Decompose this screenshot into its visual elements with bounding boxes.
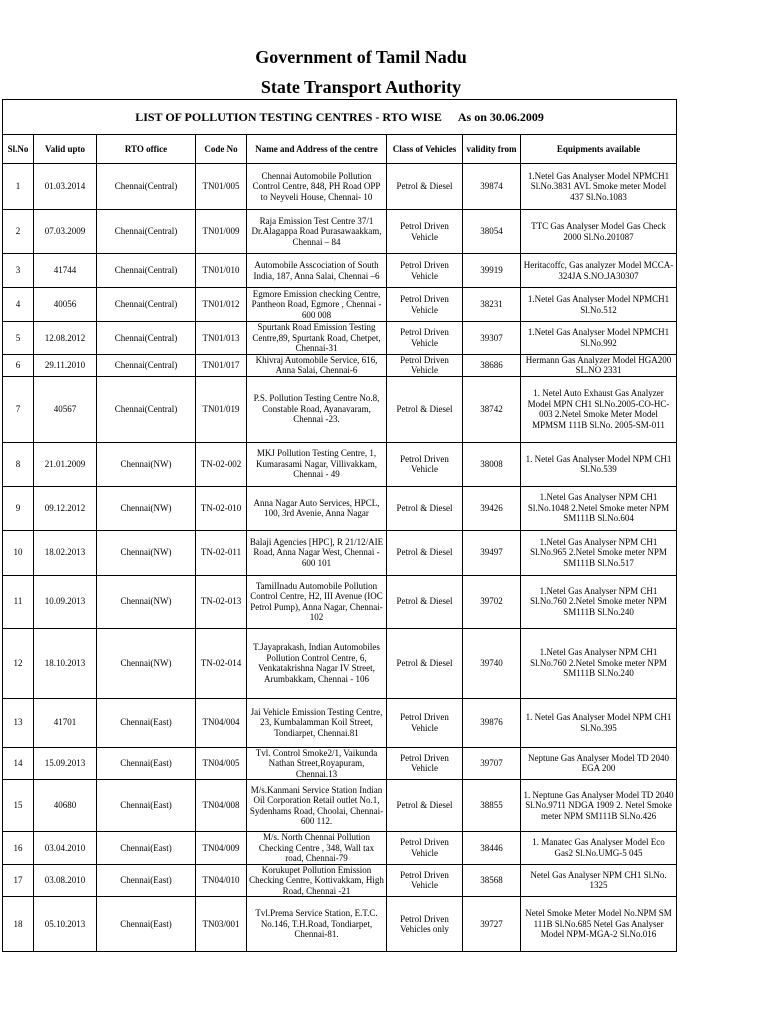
cell-rto: Chennai(East) (97, 747, 196, 780)
page-title: Government of Tamil Nadu (255, 47, 467, 67)
cell-sl: 6 (3, 354, 34, 376)
cell-sl: 12 (3, 628, 34, 698)
table-row (3, 747, 677, 780)
cell-code: TN01/005 (196, 164, 247, 210)
cell-code: TN04/010 (196, 864, 247, 897)
cell-valid: 07.03.2009 (34, 210, 97, 254)
table-row (3, 376, 677, 442)
cell-name: M/s.Kanmani Service Station Indian Oil Corporation Retail outlet No.1, Sydenhams Road, Choolai, Chennai- 600 112. (247, 780, 387, 832)
cell-rto: Chennai(Central) (97, 322, 196, 355)
cell-equip: 1. Neptune Gas Analyser Model TD 2040 Sl.No.9711 NDGA 1909 2. Netel Smoke meter NPM SM111B Sl.No.426 (521, 780, 677, 832)
cell-name: M/s. North Chennai Pollution Checking Centre , 348, Wall tax road, Chennai-79 (247, 832, 387, 865)
table-row (3, 288, 677, 322)
cell-equip: 1.Netel Gas Analyser NPM CH1 Sl.No.760 2.Netel Smoke meter NPM SM111B Sl.No.240 (521, 628, 677, 698)
cell-rto: Chennai(Central) (97, 210, 196, 254)
cell-equip: 1.Netel Gas Analyser Model NPMCH1 Sl.No.512 (521, 288, 677, 322)
cell-code: TN-02-011 (196, 530, 247, 575)
cell-class: Petrol & Diesel (387, 164, 463, 210)
cell-valid: 03.04.2010 (34, 832, 97, 865)
cell-equip: 1. Netel Gas Analyser Model NPM CH1 Sl.No.395 (521, 698, 677, 747)
cell-name: P.S. Pollution Testing Centre No.8, Constable Road, Ayanavaram, Chennai -23. (247, 376, 387, 442)
cell-from: 38855 (463, 780, 521, 832)
cell-class: Petrol Driven Vehicles only (387, 897, 463, 952)
table-row (3, 780, 677, 832)
cell-rto: Chennai(Central) (97, 354, 196, 376)
cell-sl: 9 (3, 486, 34, 530)
cell-class: Petrol & Diesel (387, 376, 463, 442)
cell-valid: 05.10.2013 (34, 897, 97, 952)
table-caption (3, 100, 677, 135)
table-row (3, 575, 677, 628)
cell-sl: 8 (3, 442, 34, 486)
cell-rto: Chennai(Central) (97, 288, 196, 322)
cell-class: Petrol Driven Vehicle (387, 747, 463, 780)
cell-sl: 13 (3, 698, 34, 747)
cell-name: Jai Vehicle Emission Testing Centre, 23, Kumbalamman Koil Street, Tondiarpet, Chennai.81 (247, 698, 387, 747)
cell-name: Raja Emission Test Centre 37/1 Dr.Alagappa Road Purasawaakkam, Chennai – 84 (247, 210, 387, 254)
cell-from: 39307 (463, 322, 521, 355)
cell-name: Spurtank Road Emission Testing Centre,89, Spurtank Road, Chetpet, Chennai-31 (247, 322, 387, 355)
table-row (3, 628, 677, 698)
cell-class: Petrol Driven Vehicle (387, 254, 463, 288)
cell-rto: Chennai(Central) (97, 254, 196, 288)
cell-valid: 18.02.2013 (34, 530, 97, 575)
cell-valid: 03.08.2010 (34, 864, 97, 897)
as-on-date: As on 30.06.2009 (457, 109, 544, 124)
column-header: Sl.No (3, 135, 34, 164)
cell-valid: 15.09.2013 (34, 747, 97, 780)
cell-sl: 5 (3, 322, 34, 355)
table-row (3, 210, 677, 254)
cell-valid: 40567 (34, 376, 97, 442)
cell-from: 38054 (463, 210, 521, 254)
cell-name: MKJ Pollution Testing Centre, 1, Kumarasami Nagar, Villivakkam, Chennai - 49 (247, 442, 387, 486)
cell-from: 39740 (463, 628, 521, 698)
cell-equip: 1.Netel Gas Analyser NPM CH1 Sl.No.965 2.Netel Smoke meter NPM SM111B Sl.No.517 (521, 530, 677, 575)
cell-rto: Chennai(NW) (97, 530, 196, 575)
cell-equip: 1.Netel Gas Analyser Model NPMCH1 Sl.No.992 (521, 322, 677, 355)
cell-sl: 2 (3, 210, 34, 254)
cell-code: TN-02-013 (196, 575, 247, 628)
cell-from: 39919 (463, 254, 521, 288)
cell-sl: 17 (3, 864, 34, 897)
cell-valid: 09.12.2012 (34, 486, 97, 530)
table-row (3, 698, 677, 747)
cell-equip: Hermann Gas Analyzer Model HGA200 SL.NO 2331 (521, 354, 677, 376)
cell-from: 39874 (463, 164, 521, 210)
cell-code: TN04/005 (196, 747, 247, 780)
cell-code: TN01/019 (196, 376, 247, 442)
cell-sl: 18 (3, 897, 34, 952)
cell-sl: 1 (3, 164, 34, 210)
cell-class: Petrol & Diesel (387, 486, 463, 530)
cell-class: Petrol Driven Vehicle (387, 354, 463, 376)
table-caption-row (3, 100, 677, 135)
table-row (3, 164, 677, 210)
cell-class: Petrol Driven Vehicle (387, 442, 463, 486)
cell-code: TN-02-002 (196, 442, 247, 486)
cell-code: TN01/012 (196, 288, 247, 322)
cell-sl: 14 (3, 747, 34, 780)
cell-valid: 29.11.2010 (34, 354, 97, 376)
column-header: Code No (196, 135, 247, 164)
cell-sl: 15 (3, 780, 34, 832)
cell-sl: 4 (3, 288, 34, 322)
table-header-row (3, 135, 677, 164)
cell-name: Korukupet Pollution Emission Checking Centre, Kottivakkam, High Road, Chennai -21 (247, 864, 387, 897)
column-header: validity from (463, 135, 521, 164)
cell-valid: 40056 (34, 288, 97, 322)
cell-class: Petrol Driven Vehicle (387, 864, 463, 897)
cell-class: Petrol Driven Vehicle (387, 288, 463, 322)
cell-from: 39497 (463, 530, 521, 575)
pollution-centres-table (2, 99, 677, 952)
cell-equip: 1. Manatec Gas Analyser Model Eco Gas2 Sl.No.UMG-5 045 (521, 832, 677, 865)
cell-valid: 21.01.2009 (34, 442, 97, 486)
cell-rto: Chennai(Central) (97, 164, 196, 210)
cell-valid: 41744 (34, 254, 97, 288)
cell-name: TamilInadu Automobile Pollution Control Centre, H2, III Avenue (IOC Petrol Pump), Anna Nagar, Chennai-102 (247, 575, 387, 628)
cell-code: TN-02-010 (196, 486, 247, 530)
cell-code: TN01/017 (196, 354, 247, 376)
cell-class: Petrol & Diesel (387, 780, 463, 832)
cell-from: 39707 (463, 747, 521, 780)
cell-class: Petrol & Diesel (387, 575, 463, 628)
cell-class: Petrol Driven Vehicle (387, 322, 463, 355)
cell-rto: Chennai(East) (97, 780, 196, 832)
table-row (3, 832, 677, 865)
cell-equip: 1. Netel Gas Analyser Model NPM CH1 Sl.No.539 (521, 442, 677, 486)
cell-from: 38742 (463, 376, 521, 442)
cell-equip: 1.Netel Gas Analyser Model NPMCH1 Sl.No.3831 AVL Smoke meter Model 437 Sl.No.1083 (521, 164, 677, 210)
cell-class: Petrol & Diesel (387, 628, 463, 698)
column-header: RTO office (97, 135, 196, 164)
table-row (3, 530, 677, 575)
cell-valid: 12.08.2012 (34, 322, 97, 355)
cell-rto: Chennai(NW) (97, 628, 196, 698)
column-header: Equipments available (521, 135, 677, 164)
cell-valid: 41701 (34, 698, 97, 747)
cell-class: Petrol Driven Vehicle (387, 832, 463, 865)
cell-from: 38008 (463, 442, 521, 486)
column-header: Class of Vehicles (387, 135, 463, 164)
cell-code: TN01/009 (196, 210, 247, 254)
cell-sl: 11 (3, 575, 34, 628)
cell-sl: 16 (3, 832, 34, 865)
cell-code: TN01/010 (196, 254, 247, 288)
table-row (3, 864, 677, 897)
cell-code: TN04/004 (196, 698, 247, 747)
cell-class: Petrol Driven Vehicle (387, 210, 463, 254)
cell-code: TN03/001 (196, 897, 247, 952)
table-row (3, 354, 677, 376)
cell-name: Egmore Emission checking Centre, Pantheon Road, Egmore , Chennai - 600 008 (247, 288, 387, 322)
table-row (3, 442, 677, 486)
cell-rto: Chennai(East) (97, 897, 196, 952)
cell-rto: Chennai(NW) (97, 486, 196, 530)
page-subtitle: State Transport Authority (260, 77, 462, 97)
table-row (3, 486, 677, 530)
cell-equip: Netel Gas Analyser NPM CH1 Sl.No. 1325 (521, 864, 677, 897)
cell-from: 38231 (463, 288, 521, 322)
cell-from: 39426 (463, 486, 521, 530)
column-header: Valid upto (34, 135, 97, 164)
cell-from: 39876 (463, 698, 521, 747)
cell-from: 38686 (463, 354, 521, 376)
cell-name: Tvl.Prema Service Station, E.T.C. No.146, T.H.Road, Tondiarpet, Chennai-81. (247, 897, 387, 952)
cell-rto: Chennai(East) (97, 832, 196, 865)
cell-from: 38446 (463, 832, 521, 865)
cell-equip: 1. Netel Auto Exhaust Gas Analyzer Model MPN CH1 Sl.No.2005-CO-HC- 003 2.Netel Smoke Meter Model MPMSM 111B Sl.No. 2005-SM-011 (521, 376, 677, 442)
cell-sl: 7 (3, 376, 34, 442)
cell-equip: 1.Netel Gas Analyser NPM CH1 Sl.No.1048 2.Netel Smoke meter NPM SM111B Sl.No.604 (521, 486, 677, 530)
caption-text: LIST OF POLLUTION TESTING CENTRES - RTO WISE (135, 109, 442, 124)
cell-rto: Chennai(East) (97, 864, 196, 897)
cell-equip: Heritacoffc, Gas analyzer Model MCCA-324JA S.NO.JA30307 (521, 254, 677, 288)
cell-code: TN01/013 (196, 322, 247, 355)
cell-sl: 10 (3, 530, 34, 575)
cell-equip: 1.Netel Gas Analyser NPM CH1 Sl.No.760 2.Netel Smoke meter NPM SM111B Sl.No.240 (521, 575, 677, 628)
table-row (3, 254, 677, 288)
table-body (3, 164, 677, 952)
cell-from: 39702 (463, 575, 521, 628)
table-row (3, 897, 677, 952)
cell-rto: Chennai(Central) (97, 376, 196, 442)
cell-code: TN04/009 (196, 832, 247, 865)
cell-valid: 01.03.2014 (34, 164, 97, 210)
cell-valid: 40680 (34, 780, 97, 832)
cell-code: TN04/008 (196, 780, 247, 832)
column-header: Name and Address of the centre (247, 135, 387, 164)
cell-code: TN-02-014 (196, 628, 247, 698)
cell-equip: TTC Gas Analyser Model Gas Check 2000 Sl.No.201087 (521, 210, 677, 254)
cell-rto: Chennai(NW) (97, 442, 196, 486)
cell-rto: Chennai(East) (97, 698, 196, 747)
cell-from: 39727 (463, 897, 521, 952)
cell-name: Balaji Agencies [HPC], R 21/12/AIE Road, Anna Nagar West, Chennai - 600 101 (247, 530, 387, 575)
cell-name: Anna Nagar Auto Services, HPCL, 100, 3rd Avenie, Anna Nagar (247, 486, 387, 530)
cell-equip: Neptune Gas Analyser Model TD 2040 EGA 200 (521, 747, 677, 780)
table-row (3, 322, 677, 355)
cell-equip: Netel Smoke Meter Model No.NPM SM 111B Sl.No.685 Netel Gas Analyser Model NPM-MGA-2 Sl.No.016 (521, 897, 677, 952)
cell-rto: Chennai(NW) (97, 575, 196, 628)
cell-name: Automobile Asscociation of South India, 187, Anna Salai, Chennai –6 (247, 254, 387, 288)
cell-valid: 10.09.2013 (34, 575, 97, 628)
cell-class: Petrol & Diesel (387, 530, 463, 575)
cell-name: Tvl. Control Smoke2/1, Vaikunda Nathan Street,Royapuram, Chennai.13 (247, 747, 387, 780)
cell-name: Khivraj Automobile Service, 616, Anna Salai, Chennai-6 (247, 354, 387, 376)
cell-from: 38568 (463, 864, 521, 897)
cell-class: Petrol Driven Vehicle (387, 698, 463, 747)
cell-sl: 3 (3, 254, 34, 288)
cell-valid: 18.10.2013 (34, 628, 97, 698)
cell-name: T.Jayaprakash, Indian Automobiles Pollution Control Centre, 6, Venkatakrishna Nagar IV Street, Arumbakkam, Chennai - 106 (247, 628, 387, 698)
cell-name: Chennai Automobile Pollution Control Centre, 848, PH Road OPP to Neyveli House, Chennai- 10 (247, 164, 387, 210)
